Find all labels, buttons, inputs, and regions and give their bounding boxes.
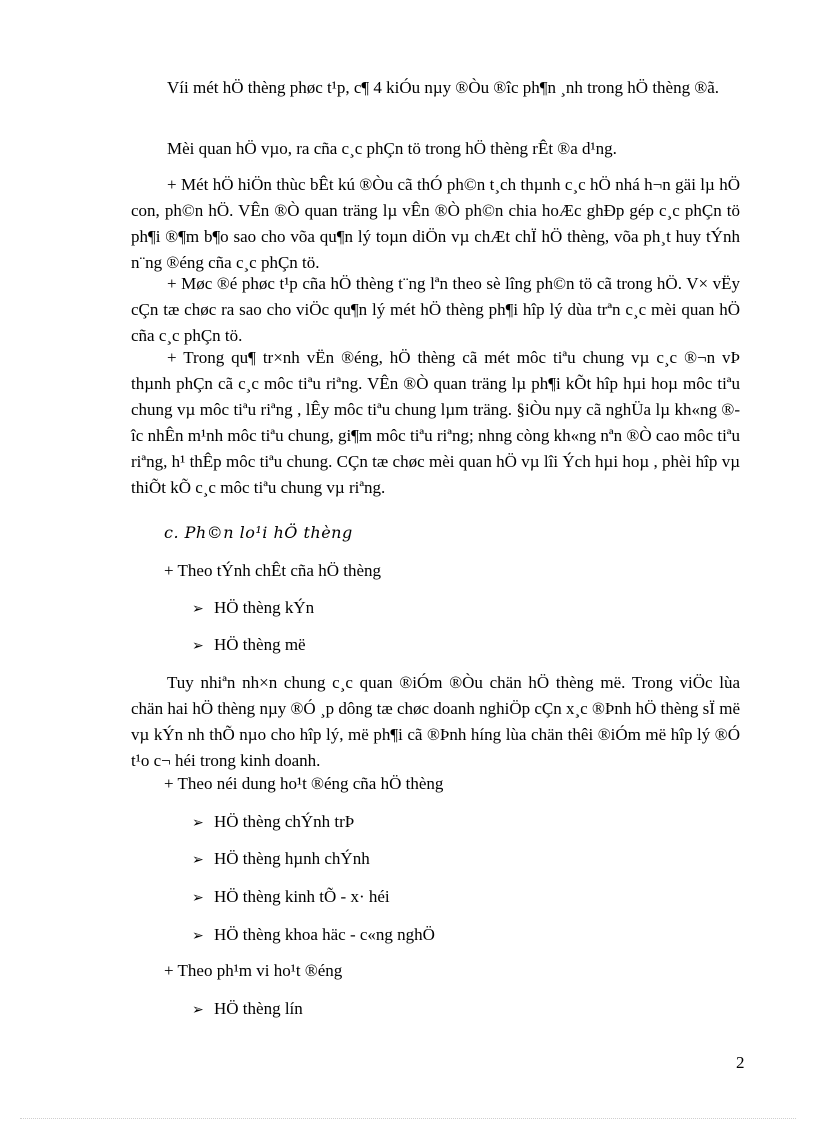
bullet-item [192, 922, 435, 949]
arrow-bullet-icon: ➢ [192, 638, 204, 654]
paragraph-complex-system: Víi mét hÖ thèng phøc t¹p, c¶ 4 kiÓu nµy ®Òu ®îc ph¶n ¸nh trong hÖ thèng ®ã. [167, 78, 720, 97]
page-bottom-divider [20, 1118, 796, 1119]
bullet-item [192, 595, 314, 622]
page-number: 2 [736, 1053, 745, 1072]
arrow-bullet-icon: ➢ [192, 928, 204, 944]
paragraph-subsystems: + Mét hÖ hiÖn thùc bÊt kú ®Òu cã thÓ ph©n t¸ch thµnh c¸c hÖ nhá h¬n gäi lµ hÖ con, ph©n hÖ. VÊn ®Ò quan träng lµ vÊn ®Ò ph©n chia hoÆc ghÐp gép c¸c phÇn tö ph¶i ®¶m b¶o sao cho võa qu¶n lý toµn diÖn vµ chÆt chÏ hÖ thèng, võa ph¸t huy tÝnh n¨ng ®éng cña c¸c phÇn tö. [131, 175, 740, 272]
section-heading: c. Ph©n lo¹i hÖ thèng [164, 523, 353, 542]
arrow-bullet-icon: ➢ [192, 1002, 204, 1018]
arrow-bullet-icon: ➢ [192, 890, 204, 906]
criterion-scope: + Theo ph¹m vi ho¹t ®éng [164, 961, 343, 980]
bullet-label: HÖ thèng më [214, 635, 306, 654]
bullet-label: HÖ thèng lín [214, 999, 303, 1018]
criterion-nature: + Theo tÝnh chÊt cña hÖ thèng [164, 561, 381, 580]
bullet-label: HÖ thèng chÝnh trÞ [214, 812, 355, 831]
paragraph-input-output: Mèi quan hÖ vµo, ra cña c¸c phÇn tö trong hÖ thèng rÊt ®a d¹ng. [167, 139, 617, 158]
bullet-item [192, 846, 370, 873]
paragraph-objectives: + Trong qu¶ tr×nh vËn ®éng, hÖ thèng cã mét môc tiªu chung vµ c¸c ®¬n vÞ thµnh phÇn cã c¸c môc tiªu riªng. VÊn ®Ò quan träng lµ ph¶i kÕt hîp hµi hoµ môc tiªu chung vµ môc tiªu riªng , lÊy môc tiªu chung lµm träng. §iÒu nµy cã nghÜa lµ kh«ng ®îc nhÊn m¹nh môc tiªu chung, gi¶m môc tiªu riªng; nhng còng kh«ng nªn ®Ò cao môc tiªu riªng, h¹ thÊp môc tiªu chung. CÇn tæ chøc mèi quan hÖ vµ lîi Ých hµi hoµ , phèi hîp vµ thiÕt kÕ c¸c môc tiªu chung vµ riªng. [131, 348, 740, 497]
criterion-content: + Theo néi dung ho¹t ®éng cña hÖ thèng [164, 774, 444, 793]
bullet-item [192, 996, 303, 1023]
bullet-label: HÖ thèng kinh tÕ - x· héi [214, 887, 390, 906]
paragraph-open-systems: Tuy nhiªn nh×n chung c¸c quan ®iÓm ®Òu chän hÖ thèng më. Trong viÖc lùa chän hai hÖ thèng nµy ®Ó ¸p dông tæ chøc doanh nghiÖp cÇn x¸c ®Þnh hÖ thèng sÏ më vµ kÝn nh thÕ nµo cho hîp lý, më ph¶i cã ®Þnh híng lùa chän thêi ®iÓm më hîp lý ®Ó t¹o c¬ héi trong kinh doanh. [131, 673, 740, 770]
bullet-label: HÖ thèng hµnh chÝnh [214, 849, 370, 868]
arrow-bullet-icon: ➢ [192, 852, 204, 868]
bullet-item [192, 632, 306, 659]
paragraph-complexity: + Møc ®é phøc t¹p cña hÖ thèng t¨ng lªn theo sè lîng ph©n tö cã trong hÖ. V× vËy cÇn tæ chøc ra sao cho viÖc qu¶n lý mét hÖ thèng ph¶i hîp lý dùa trªn c¸c mèi quan hÖ cña c¸c phÇn tö. [131, 274, 740, 345]
bullet-item [192, 809, 354, 836]
bullet-label: HÖ thèng khoa häc - c«ng nghÖ [214, 925, 435, 944]
arrow-bullet-icon: ➢ [192, 815, 204, 831]
arrow-bullet-icon: ➢ [192, 601, 204, 617]
bullet-label: HÖ thèng kÝn [214, 598, 315, 617]
bullet-item [192, 884, 390, 911]
